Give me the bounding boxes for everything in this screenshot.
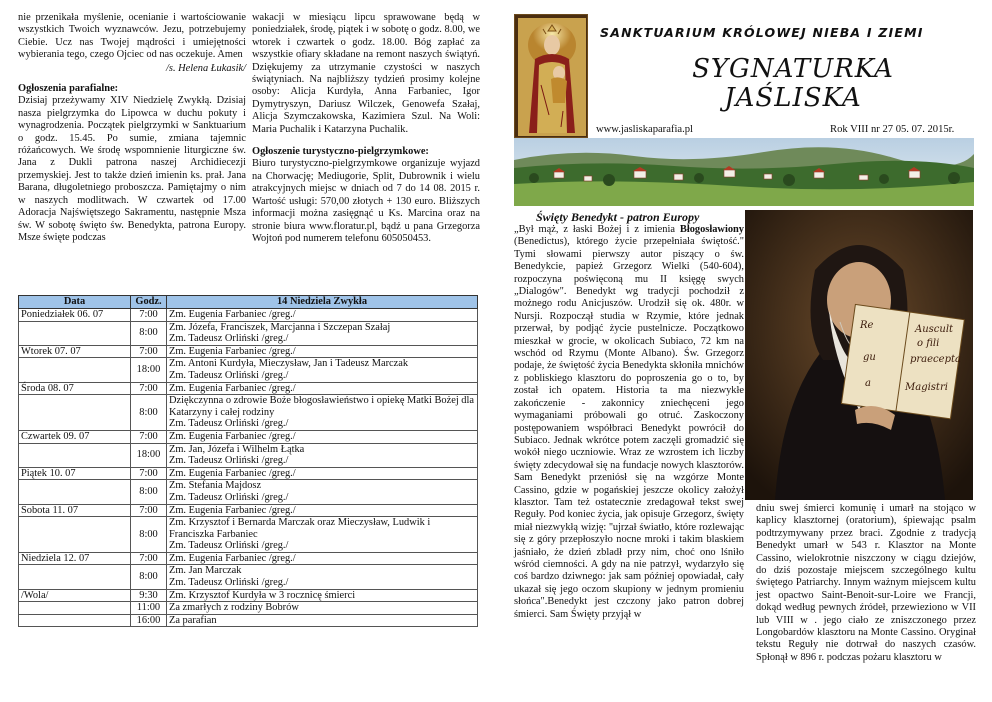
table-row [19, 589, 478, 602]
time-cell: 7:00 [131, 345, 167, 358]
table-row [19, 552, 478, 565]
intention-cell: Zm. Eugenia Farbaniec /greg./ [167, 504, 478, 517]
intention-cell: Zm. Eugenia Farbaniec /greg./ [167, 552, 478, 565]
time-cell: 8:00 [131, 517, 167, 553]
table-row [19, 504, 478, 517]
time-cell: 7:00 [131, 552, 167, 565]
time-cell: 11:00 [131, 602, 167, 615]
book-text-line-5: praecepta [910, 354, 961, 365]
day-cell: Wtorek 07. 07 [19, 345, 131, 358]
newsletter-title [668, 55, 918, 113]
header-date: Data [19, 296, 131, 309]
day-cell: Środa 08. 07 [19, 382, 131, 395]
book-text-line-7: Magistri [905, 382, 948, 393]
newsletter-title-line-1: SYGNATURKA [692, 54, 894, 84]
time-cell: 8:00 [131, 321, 167, 345]
day-cell [19, 614, 131, 627]
announcements-text: Dzisiaj przeżywamy XIV Niedzielę Zwykłą. Dzisiaj nasza pielgrzymka do Lipowca w duchu pokuty i wynagrodzenia. Początek pielgrzymki w Sanktuarium o godz. 15.45. Po sumie, zmiana tajemnic różańcowych. We środę wspomnienie liturgiczne św. Jana z Dukli patrona naszej Archidiecezji przemyskiej. Jest to także dzień imienin ks. prał. Jana Barana, długoletniego proboszcza. Pamiętajmy o nim w naszych modlitwach. W czwartek od 17.00 Adoracja Najświętszego Sakramentu, następnie Msza św. W sobotę święto św. Benedykta, patrona Europy. Msze święte podczas [18, 95, 246, 243]
intention-cell: Zm. Stefania Majdosz Zm. Tadeusz Orliński /greg./ [167, 480, 478, 504]
announcements-heading: Ogłoszenia parafialne: [18, 83, 119, 95]
time-cell: 7:00 [131, 382, 167, 395]
day-cell: Piątek 10. 07 [19, 467, 131, 480]
intention-cell: Zm. Eugenia Farbaniec /greg./ [167, 430, 478, 443]
table-row [19, 309, 478, 322]
day-cell [19, 565, 131, 589]
book-text-line-6: a [865, 378, 871, 389]
mass-schedule-table [18, 295, 478, 627]
newsletter-title-line-2: JAŚLISKA [724, 83, 862, 113]
table-row [19, 443, 478, 467]
intention-cell: Zm. Józefa, Franciszek, Marcjanna i Szczepan Szałaj Zm. Tadeusz Orliński /greg./ [167, 321, 478, 345]
article-column-2 [756, 503, 976, 664]
table-row [19, 480, 478, 504]
table-body [19, 309, 478, 627]
day-cell: Czwartek 09. 07 [19, 430, 131, 443]
table-row [19, 382, 478, 395]
left-column-2 [252, 12, 480, 245]
village-landscape-photo [514, 138, 974, 206]
sanctuary-title: SANKTUARIUM KRÓLOWEJ NIEBA I ZIEMI [600, 25, 924, 40]
article-text-2: dniu swej śmierci komunię i umarł na stojąco w kaplicy klasztornej (oratorium), śpiewając psalm podtrzymywany przez braci. Zgodnie z tradycją Benedykt umarł w 543 r. Klasztor na Monte Cassino, wielokrotnie niszczony w ciągu dziejów, do dziś pozostaje miejscem szczególnego kultu świętego Patriarchy. Innym ważnym miejscem kultu jest opactwo Saint-Benoit-sur-Loire we Francji, dokąd według pewnych źródeł, przewieziono w VII lub VIII w . jego ciało ze zniszczonego przez Longobardów klasztoru na Monte Cassino. Oryginał tekstu Reguły nie dotrwał do naszych czasów. Spłonął w 896 r. podczas pożaru klasztoru w [756, 503, 976, 663]
day-cell: /Wola/ [19, 589, 131, 602]
intention-cell: Zm. Krzysztof i Bernarda Marczak oraz Mieczysław, Ludwik i Franciszka Farbaniec Zm. Tadeusz Orliński /greg./ [167, 517, 478, 553]
time-cell: 9:30 [131, 589, 167, 602]
day-cell [19, 358, 131, 382]
prayer-signature: /s. Helena Łukasik/ [166, 62, 246, 74]
day-cell [19, 443, 131, 467]
table-row [19, 358, 478, 382]
day-cell [19, 480, 131, 504]
article-text-1 [514, 224, 744, 621]
intention-cell: Zm. Krzysztof Kurdyła w 3 rocznicę śmierci [167, 589, 478, 602]
article-opening: „Był mąż, z łaski Bożej i z imienia [514, 224, 680, 235]
time-cell: 16:00 [131, 614, 167, 627]
intention-cell: Za zmarłych z rodziny Bobrów [167, 602, 478, 615]
table-row [19, 517, 478, 553]
table-row [19, 467, 478, 480]
book-text-line-2: Auscult [915, 324, 954, 335]
day-cell [19, 602, 131, 615]
time-cell: 18:00 [131, 358, 167, 382]
table-row [19, 614, 478, 627]
time-cell: 7:00 [131, 504, 167, 517]
article-body-1: (Benedictus), którego życie przepełniała świętość." Tymi słowami pierwszy autor piszący o św. Benedykcie, papież Grzegorz Wielki (540-604), rozpoczyna poświęconą mu II księgę swych „Dialogów". Benedykt wg tradycji pochodził z możnego rodu Anicjuszów. Urodził się ok. 480r. w Nursji. Rozpoczął studia w Rzymie, które jednak przerwał, by podjąć życie pustelnicze. Początkowo mieszkał w grocie, w okolicach Subiaco, 72 km na wschód od Rzymu (Monte Albano). Św. Grzegorz podaje, że świętość życia Benedykta skłoniła mnichów z pobliskiego klasztoru do poproszenia go o to, by został ich opatem. Historia ta ma niezwykłe zakończenie - zakonnicy zniechęceni jego wymaganiami próbowali go otruć. Zaskoczony postępowaniem współbraci Benedykt powrócił do Subiaco. Jednak wkrótce potem zaczęli gromadzić się wokół niego uczniowie. Wraz ze wzrostem ich liczby święty zdecydował się na fundacje nowych klasztorów. Sam Benedykt przeniósł się na wzgórze Monte Cassino, gdzie w pogańskiej jeszcze okolicy założył klasztor. Tam też ostatecznie zredagował tekst swej Reguły. Pod koniec życia, jak opisuje Grzegorz, święty miał niezwykłą wizję: ''ujrzał światło, które rozlewając się z góry przepłoszyło nocne mroki i takim blaskiem jaśniało, że dzień zbladł przy nim, choć ono lśniło wśród ciemności. A gdy na nie patrzył, wydarzyło się coś bardzo dziwnego: jak sam później opowiadał, cały ukazał się jego oczom skupiony w jednym promieniu słońca".Benedykt jest czczony jako patron dobrej śmierci. Sam Święty przyjął w [514, 236, 744, 620]
table-row [19, 321, 478, 345]
madonna-illustration [515, 15, 588, 138]
table-row [19, 395, 478, 431]
tour-heading: Ogłoszenie turystyczno-pielgrzymkowe: [252, 146, 429, 158]
intention-cell: Zm. Jan, Józefa i Wilhelm Łątka Zm. Tadeusz Orliński /greg./ [167, 443, 478, 467]
book-text-line-4: gu [863, 352, 876, 363]
intention-cell: Zm. Eugenia Farbaniec /greg./ [167, 345, 478, 358]
header-intention: 14 Niedziela Zwykła [167, 296, 478, 309]
article-title: Święty Benedykt - patron Europy [536, 210, 700, 224]
day-cell [19, 321, 131, 345]
saint-benedict-painting [745, 210, 973, 500]
day-cell: Sobota 11. 07 [19, 504, 131, 517]
day-cell: Poniedziałek 06. 07 [19, 309, 131, 322]
tour-text: Biuro turystyczno-pielgrzymkowe organizuje wyjazd na Chorwację; Mediugorie, Split, Dubrownik i wielu atrakcyjnych miejsc w dniach od 7 do 14 08. 2015 r. Wartość usługi: 570,00 złotych + 130 euro. Bliższych informacji można zasięgnąć u Ks. Marcina oraz na stronie biura www.floratur.pl, bądź u pana Grzegorza Wojtoń pod numerem telefonu 605050453. [252, 158, 480, 244]
intention-cell: Zm. Eugenia Farbaniec /greg./ [167, 382, 478, 395]
intention-cell: Za parafian [167, 614, 478, 627]
intention-cell: Dziękczynna o zdrowie Boże błogosławieństwo i opiekę Matki Bożej dla Katarzyny i całej rodziny Zm. Tadeusz Orliński /greg./ [167, 395, 478, 431]
article-column-1 [514, 224, 744, 621]
book-text-line-1: Re [860, 320, 874, 331]
left-column-1 [18, 12, 246, 244]
intention-cell: Zm. Eugenia Farbaniec /greg./ [167, 467, 478, 480]
table-header-row [19, 296, 478, 309]
table-row [19, 602, 478, 615]
table-row [19, 565, 478, 589]
time-cell: 7:00 [131, 430, 167, 443]
time-cell: 7:00 [131, 309, 167, 322]
prayer-ending: nie przenikała myślenie, ocenianie i wartościowanie wszystkich Twoich wyznawców. Jezu, potrzebujemy Ciebie. Ucz nas Twojej mądrości i umiejętności wybierania tego, czego Ojciec od nas oczekuje. Amen [18, 12, 246, 61]
intention-cell: Zm. Eugenia Farbaniec /greg./ [167, 309, 478, 322]
header-time: Godz. [131, 296, 167, 309]
intention-cell: Zm. Jan Marczak Zm. Tadeusz Orliński /greg./ [167, 565, 478, 589]
book-text-line-3: o fili [917, 338, 940, 349]
day-cell [19, 517, 131, 553]
time-cell: 8:00 [131, 395, 167, 431]
landscape-illustration [514, 138, 974, 206]
day-cell: Niedziela 12. 07 [19, 552, 131, 565]
time-cell: 8:00 [131, 480, 167, 504]
time-cell: 18:00 [131, 443, 167, 467]
day-cell [19, 395, 131, 431]
time-cell: 8:00 [131, 565, 167, 589]
article-bold-word: Błogosławiony [679, 224, 744, 235]
madonna-icon-image [514, 14, 588, 138]
announcements-continued: wakacji w miesiącu lipcu sprawowane będą w poniedziałek, środę, piątek i w sobotę o godz. 8.00, we wtorek i czwartek o godz. 18.00. Bóg zapłać za wszystkie ofiary składane na remont naszych świątyń. Dziękujemy za utrzymanie czystości w naszych świątyniach. Na najbliższy tydzień prosimy kolejne osoby: Alicja Kurdyła, Anna Farbaniec, Igor Dymytryszyn, Dariusz Wilczek, Genowefa Szałaj, Alicja Szymczakowska, Kazimiera Szul. Na Woli: Maria Puchalik i Katarzyna Puchalik. [252, 12, 480, 135]
issue-info: Rok VIII nr 27 05. 07. 2015r. [830, 124, 955, 135]
table-row [19, 345, 478, 358]
time-cell: 7:00 [131, 467, 167, 480]
table-row [19, 430, 478, 443]
intention-cell: Zm. Antoni Kurdyła, Mieczysław, Jan i Tadeusz Marczak Zm. Tadeusz Orliński /greg./ [167, 358, 478, 382]
parish-website: www.jasliskaparafia.pl [596, 124, 693, 135]
benedict-illustration [745, 210, 973, 500]
